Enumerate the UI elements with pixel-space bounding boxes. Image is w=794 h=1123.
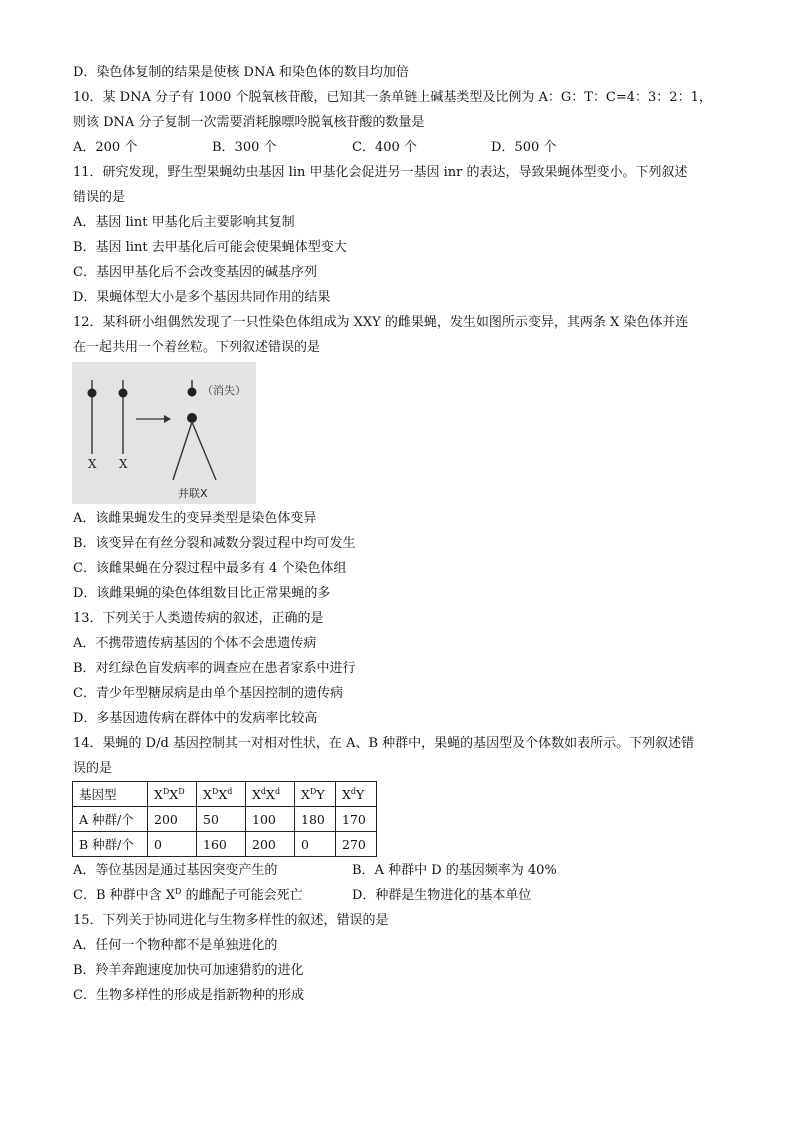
q12-stem-line2: 在一起共用一个着丝粒。下列叙述错误的是 <box>73 340 321 355</box>
merged-centromere <box>187 413 197 423</box>
table-cell: 0 <box>295 832 336 857</box>
centromere-1 <box>88 389 97 398</box>
merged-label: 并联X <box>178 487 208 500</box>
q15-option-b: B．羚羊奔跑速度加快可加速猎豹的进化 <box>73 963 304 978</box>
q13-option-d: D．多基因遗传病在群体中的发病率比较高 <box>73 711 318 726</box>
x-label-1: X <box>88 457 97 471</box>
q15-stem: 15．下列关于协同进化与生物多样性的叙述，错误的是 <box>73 913 389 928</box>
chromosome-figure <box>72 362 256 504</box>
q14-stem-line2: 误的是 <box>73 761 113 776</box>
centromere-2 <box>119 389 128 398</box>
table-header-cell: $X^dY$ <box>336 782 377 807</box>
table-cell: 200 <box>148 807 197 832</box>
x-label-2: X <box>119 457 128 471</box>
merged-arm-right <box>192 422 216 480</box>
q11-stem-line1: 11．研究发现，野生型果蝇幼虫基因 lin 甲基化会促进另一基因 inr 的表达，导致果蝇体型变小。下列叙述 <box>73 165 688 180</box>
q10-option-a: A．200 个 <box>73 140 138 155</box>
table-row-label: A 种群/个 <box>73 807 148 832</box>
q12-option-d: D．该雌果蝇的染色体组数目比正常果蝇的多 <box>73 586 331 601</box>
q12-option-b: B．该变异在有丝分裂和减数分裂过程中均可发生 <box>73 536 356 551</box>
table-cell: 180 <box>295 807 336 832</box>
q13-stem: 13．下列关于人类遗传病的叙述，正确的是 <box>73 611 324 626</box>
q10-option-d: D．500 个 <box>491 140 557 155</box>
table-corner-cell: 基因型 <box>73 782 148 807</box>
table-cell: 50 <box>197 807 246 832</box>
genotype-table <box>72 781 377 857</box>
q12-option-a: A．该雌果蝇发生的变异类型是染色体变异 <box>73 511 317 526</box>
q14-option-d: D．种群是生物进化的基本单位 <box>352 888 532 903</box>
table-header-cell: $X^DX^D$ <box>148 782 197 807</box>
q12-stem-line1: 12．某科研小组偶然发现了一只性染色体组成为 XXY 的雌果蝇，发生如图所示变异，其两条 X 染色体并连 <box>73 315 689 330</box>
table-cell: 160 <box>197 832 246 857</box>
q11-option-a: A．基因 lint 甲基化后主要影响其复制 <box>73 215 295 230</box>
q13-option-c: C．青少年型糖尿病是由单个基因控制的遗传病 <box>73 686 343 701</box>
table-row-label: B 种群/个 <box>73 832 148 857</box>
q11-stem-line2: 错误的是 <box>73 190 126 205</box>
table-cell: 0 <box>148 832 197 857</box>
table-cell: 100 <box>246 807 295 832</box>
q14-stem-line1: 14．果蝇的 D/d 基因控制其一对相对性状，在 A、B 种群中，果蝇的基因型及个体数如表所示。下列叙述错 <box>73 736 695 751</box>
table-cell: 170 <box>336 807 377 832</box>
q10-stem-line2: 则该 DNA 分子复制一次需要消耗腺嘌呤脱氧核苷酸的数量是 <box>73 115 425 130</box>
lost-centromere <box>188 388 197 397</box>
q10-option-b: B．300 个 <box>212 140 277 155</box>
q13-option-a: A．不携带遗传病基因的个体不会患遗传病 <box>73 636 317 651</box>
arrowhead-icon <box>164 415 171 423</box>
q12-option-c: C．该雌果蝇在分裂过程中最多有 4 个染色体组 <box>73 561 347 576</box>
table-header-row <box>73 782 377 807</box>
q10-option-c: C．400 个 <box>352 140 417 155</box>
table-header-cell: $X^dX^d$ <box>246 782 295 807</box>
merged-arm-left <box>173 422 192 480</box>
q15-option-c: C．生物多样性的形成是指新物种的形成 <box>73 988 304 1003</box>
table-row <box>73 807 377 832</box>
q11-option-c: C．基因甲基化后不会改变基因的碱基序列 <box>73 265 317 280</box>
lost-label: （消失） <box>202 384 246 397</box>
q14-option-c: C．B 种群中含 $X^D$ 的雌配子可能会死亡 <box>73 887 303 903</box>
q14-option-a: A．等位基因是通过基因突变产生的 <box>73 863 278 878</box>
table-row <box>73 832 377 857</box>
q9-option-d: D．染色体复制的结果是使核 DNA 和染色体的数目均加倍 <box>73 65 409 80</box>
q11-option-d: D．果蝇体型大小是多个基因共同作用的结果 <box>73 290 331 305</box>
chromosome-diagram <box>72 362 256 504</box>
q13-option-b: B．对红绿色盲发病率的调查应在患者家系中进行 <box>73 661 356 676</box>
q15-option-a: A．任何一个物种都不是单独进化的 <box>73 938 278 953</box>
table-header-cell: $X^DX^d$ <box>197 782 246 807</box>
q11-option-b: B．基因 lint 去甲基化后可能会使果蝇体型变大 <box>73 240 347 255</box>
table-cell: 200 <box>246 832 295 857</box>
q10-stem-line1: 10．某 DNA 分子有 1000 个脱氧核苷酸，已知其一条单链上碱基类型及比例为 A：G：T：C=4：3：2：1， <box>73 90 712 105</box>
table-cell: 270 <box>336 832 377 857</box>
table-header-cell: $X^DY$ <box>295 782 336 807</box>
q14-option-b: B．A 种群中 D 的基因频率为 40% <box>352 863 557 878</box>
